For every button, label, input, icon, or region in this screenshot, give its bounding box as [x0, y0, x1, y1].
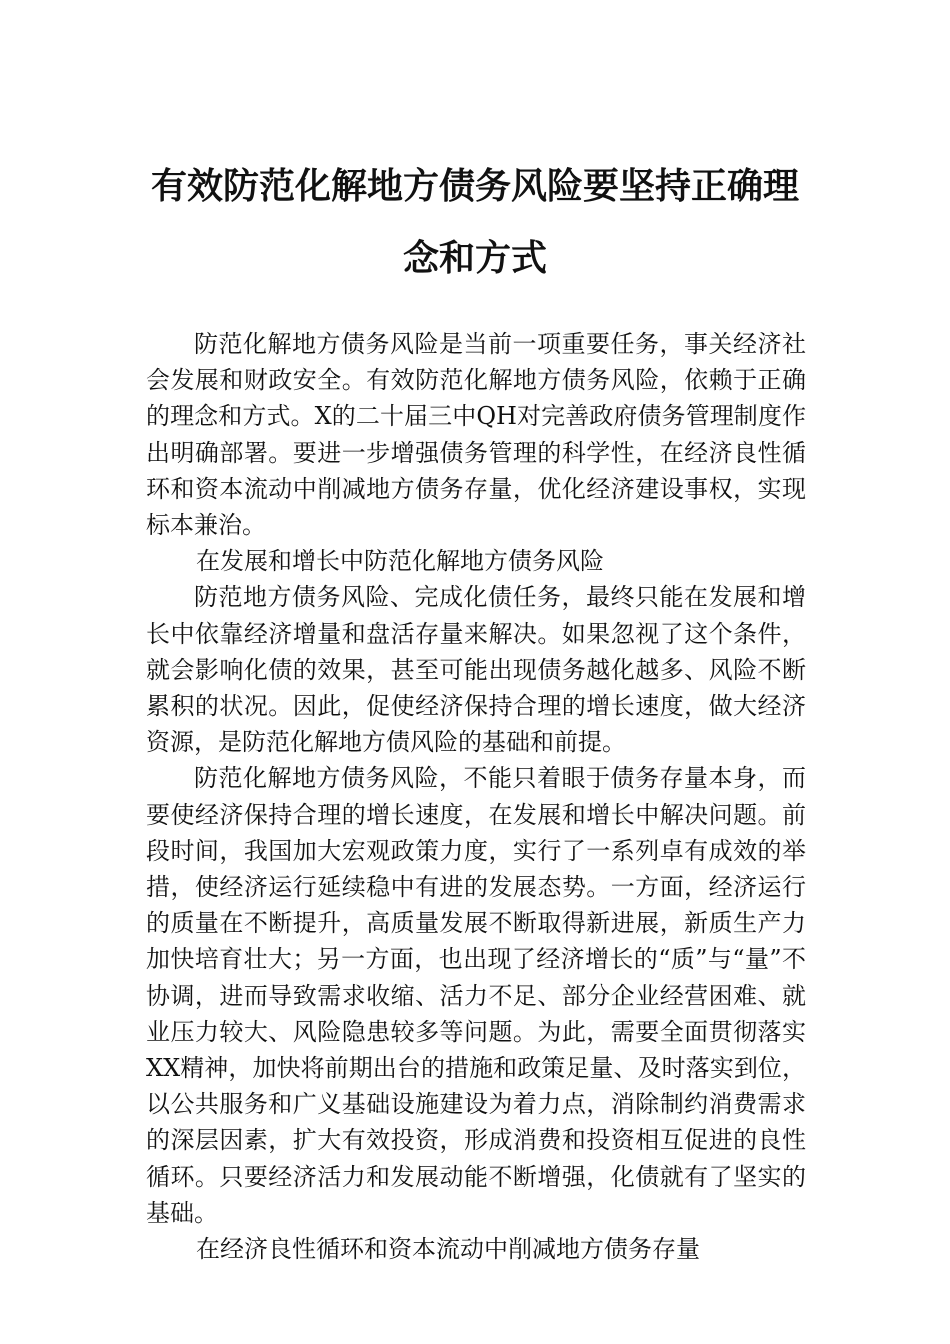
body-paragraph-1: 防范地方债务风险、完成化债任务，最终只能在发展和增长中依靠经济增量和盘活存量来解决。如果忽视了这个条件，就会影响化债的效果，甚至可能出现债务越化越多、风险不断累积的状况。因此，促使经济保持合理的增长速度，做大经济资源，是防范化解地方债风险的基础和前提。	[146, 583, 806, 757]
title-line-2: 念和方式	[402, 237, 547, 279]
section-heading-1: 在发展和增长中防范化解地方债务风险	[196, 547, 604, 576]
intro-paragraph: 防范化解地方债务风险是当前一项重要任务，事关经济社会发展和财政安全。有效防范化解地方债务风险，依赖于正确的理念和方式。X的二十届三中QH对完善政府债务管理制度作出明确部署。要进一步增强债务管理的科学性，在经济良性循环和资本流动中削减地方债务存量，优化经济建设事权，实现标本兼治。	[146, 330, 806, 540]
document-title	[130, 150, 820, 294]
section-heading-2: 在经济良性循环和资本流动中削减地方债务存量	[196, 1235, 700, 1264]
title-line-1: 有效防范化解地方债务风险要坚持正确理	[150, 165, 799, 207]
body-paragraph-2: 防范化解地方债务风险，不能只着眼于债务存量本身，而要使经济保持合理的增长速度，在发展和增长中解决问题。前段时间，我国加大宏观政策力度，实行了一系列卓有成效的举措，使经济运行延续稳中有进的发展态势。一方面，经济运行的质量在不断提升，高质量发展不断取得新进展，新质生产力加快培育壮大；另一方面，也出现了经济增长的“质”与“量”不协调，进而导致需求收缩、活力不足、部分企业经营困难、就业压力较大、风险隐患较多等问题。为此，需要全面贯彻落实XX精神，加快将前期出台的措施和政策足量、及时落实到位，以公共服务和广义基础设施建设为着力点，消除制约消费需求的深层因素，扩大有效投资，形成消费和投资相互促进的良性循环。只要经济活力和发展动能不断增强，化债就有了坚实的基础。	[146, 764, 806, 1227]
document-body	[146, 326, 806, 1267]
